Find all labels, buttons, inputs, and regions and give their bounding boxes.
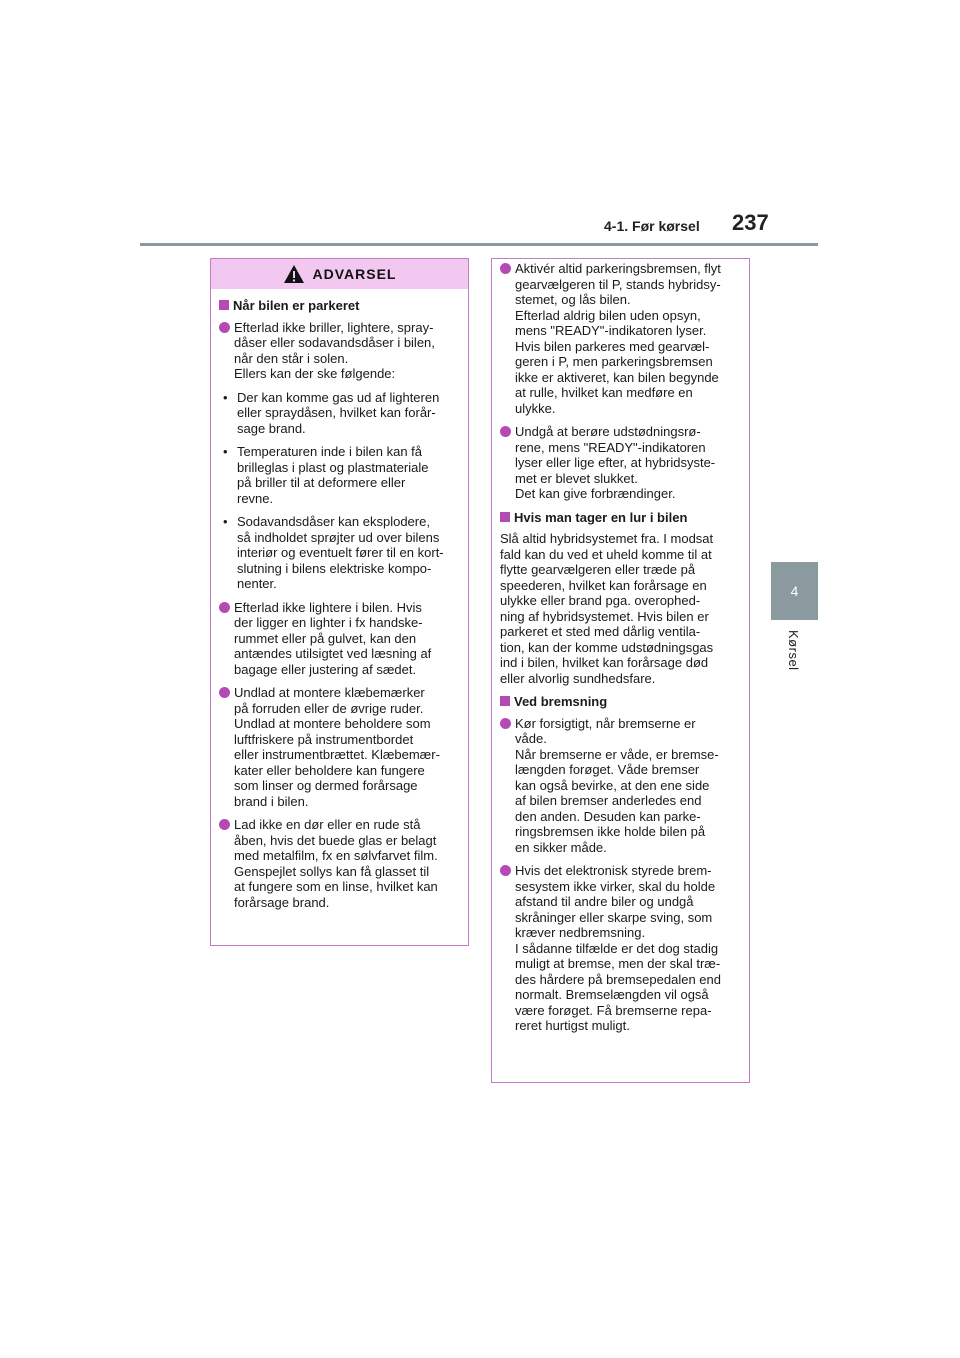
sub-list-item — [223, 390, 460, 437]
header-rule — [140, 243, 818, 246]
dot-bullet-icon: • — [223, 389, 228, 405]
square-bullet-icon — [500, 512, 510, 522]
warning-header — [211, 259, 468, 289]
sub-list-item — [223, 514, 460, 592]
list-item-text: Undlad at montere klæbemærker på forruden eller de øvrige ruder. Undlad at montere beholdere som luftfriskere på instrumentbordet eller instrumentbrættet. Klæbemær- kater eller beholdere kan fungere som linser og dermed forårsage brand i bilen. — [234, 685, 440, 809]
sub-list-item — [223, 444, 460, 506]
page-number: 237 — [732, 210, 769, 235]
heading-text: Når bilen er parkeret — [233, 298, 360, 313]
square-bullet-icon — [219, 300, 229, 310]
list-item — [500, 261, 741, 416]
list-item-text: Efterlad ikke lightere i bilen. Hvis der ligger en lighter i fx handske- rummet eller på gulvet, kan den antændes utilsigtet ved læsning af bagage eller justering af sædet. — [234, 599, 432, 677]
circle-bullet-icon — [500, 263, 511, 274]
circle-bullet-icon — [219, 602, 230, 613]
list-item-text: Aktivér altid parkeringsbremsen, flyt gearvælgeren til P, stands hybridsy- stemet, og lås bilen. Efterlad aldrig bilen uden opsyn, mens "READY"-indikatoren lyser. Hvis bilen parkeres med gearvæl- geren i P, men parkeringsbremsen ikke er aktiveret, kan bilen begynde at rulle, hvilket kan medføre en ulykke. — [515, 261, 721, 416]
list-item-text: Kør forsigtigt, når bremserne er våde. Når bremserne er våde, er bremse- længden forøget. Våde bremser kan også bevirke, at den ene side af bilen bremser anderledes end den anden. Desuden kan parke- ringsbremsen ikke holde bilen på en sikker måde. — [515, 715, 719, 855]
chapter-label: Kørsel — [786, 630, 801, 671]
list-item — [500, 863, 741, 1034]
circle-bullet-icon — [219, 687, 230, 698]
circle-bullet-icon — [500, 865, 511, 876]
circle-bullet-icon — [219, 819, 230, 830]
list-item-text: Efterlad ikke briller, lightere, spray- dåser eller sodavandsdåser i bilen, når den står i solen. Ellers kan der ske følgende: — [234, 319, 435, 381]
warning-triangle-icon — [283, 264, 305, 284]
heading-text: Ved bremsning — [514, 694, 608, 709]
heading-text: Hvis man tager en lur i bilen — [514, 509, 688, 525]
section-heading — [219, 298, 460, 314]
square-bullet-icon — [500, 696, 510, 706]
sub-list-item-text: Temperaturen inde i bilen kan få brilleglas i plast og plastmateriale på briller til at deformere eller revne. — [237, 444, 429, 506]
section-heading — [500, 510, 741, 526]
sub-list-item-text: Sodavandsdåser kan eksplodere, så indholdet sprøjter ud over bilens interiør og eventuelt fører til en kort- slutning i bilens elektriske kompo- nenter. — [237, 514, 444, 591]
circle-bullet-icon — [219, 322, 230, 333]
list-item — [219, 817, 460, 910]
section-title: 4-1. Før kørsel — [604, 218, 700, 234]
list-item — [219, 600, 460, 678]
list-item-text: Lad ikke en dør eller en rude stå åben, hvis det buede glas er belagt med metalfilm, fx en sølvfarvet film. Genspejlet sollys kan få glasset til at fungere som en linse, hvilket kan forårsage brand. — [234, 817, 438, 910]
circle-bullet-icon — [500, 718, 511, 729]
dot-bullet-icon: • — [223, 444, 228, 459]
list-item — [219, 685, 460, 809]
warning-box-continued — [491, 258, 750, 1083]
chapter-tab — [771, 562, 818, 620]
list-item — [500, 424, 741, 502]
dot-bullet-icon: • — [223, 514, 228, 529]
warning-box — [210, 258, 469, 946]
sub-list-item-text: Der kan komme gas ud af lighteren eller spraydåsen, hvilket kan forår- sage brand. — [237, 389, 440, 436]
list-item-text: Hvis det elektronisk styrede brem- sesystem ikke virker, skal du holde afstand til andre biler og undgå skråninger eller skarpe sving, som kræver nedbremsning. I sådanne tilfælde er det dog stadig muligt at bremse, men der skal træ- des hårdere på bremsepedalen end normalt. Bremselængden vil også være forøget. Få bremserne repa- reret hurtigst muligt. — [515, 863, 721, 1033]
warning-title: ADVARSEL — [312, 266, 397, 282]
warning-content-continued — [492, 259, 749, 1034]
paragraph: Slå altid hybridsystemet fra. I modsat fald kan du ved et uheld komme til at flytte gearvælgeren eller træde på speederen, hvilket kan forårsage en ulykke eller brand pga. overophed- ning af hybridsystemet. Hvis bilen er parkeret et sted med dårlig ventila- tion, kan der komme udstødningsgas ind i bilen, hvilket kan forårsage død eller alvorlig sundhedsfare. — [500, 531, 714, 686]
list-item — [219, 320, 460, 382]
section-heading — [500, 694, 741, 710]
warning-content — [211, 289, 468, 910]
chapter-number: 4 — [790, 583, 799, 599]
list-item-text: Undgå at berøre udstødningsrø- rene, mens "READY"-indikatoren lyser eller lige efter, at hybridsyste- met er blevet slukket. Det kan give forbrændinger. — [515, 424, 716, 501]
list-item — [500, 716, 741, 856]
circle-bullet-icon — [500, 426, 511, 437]
